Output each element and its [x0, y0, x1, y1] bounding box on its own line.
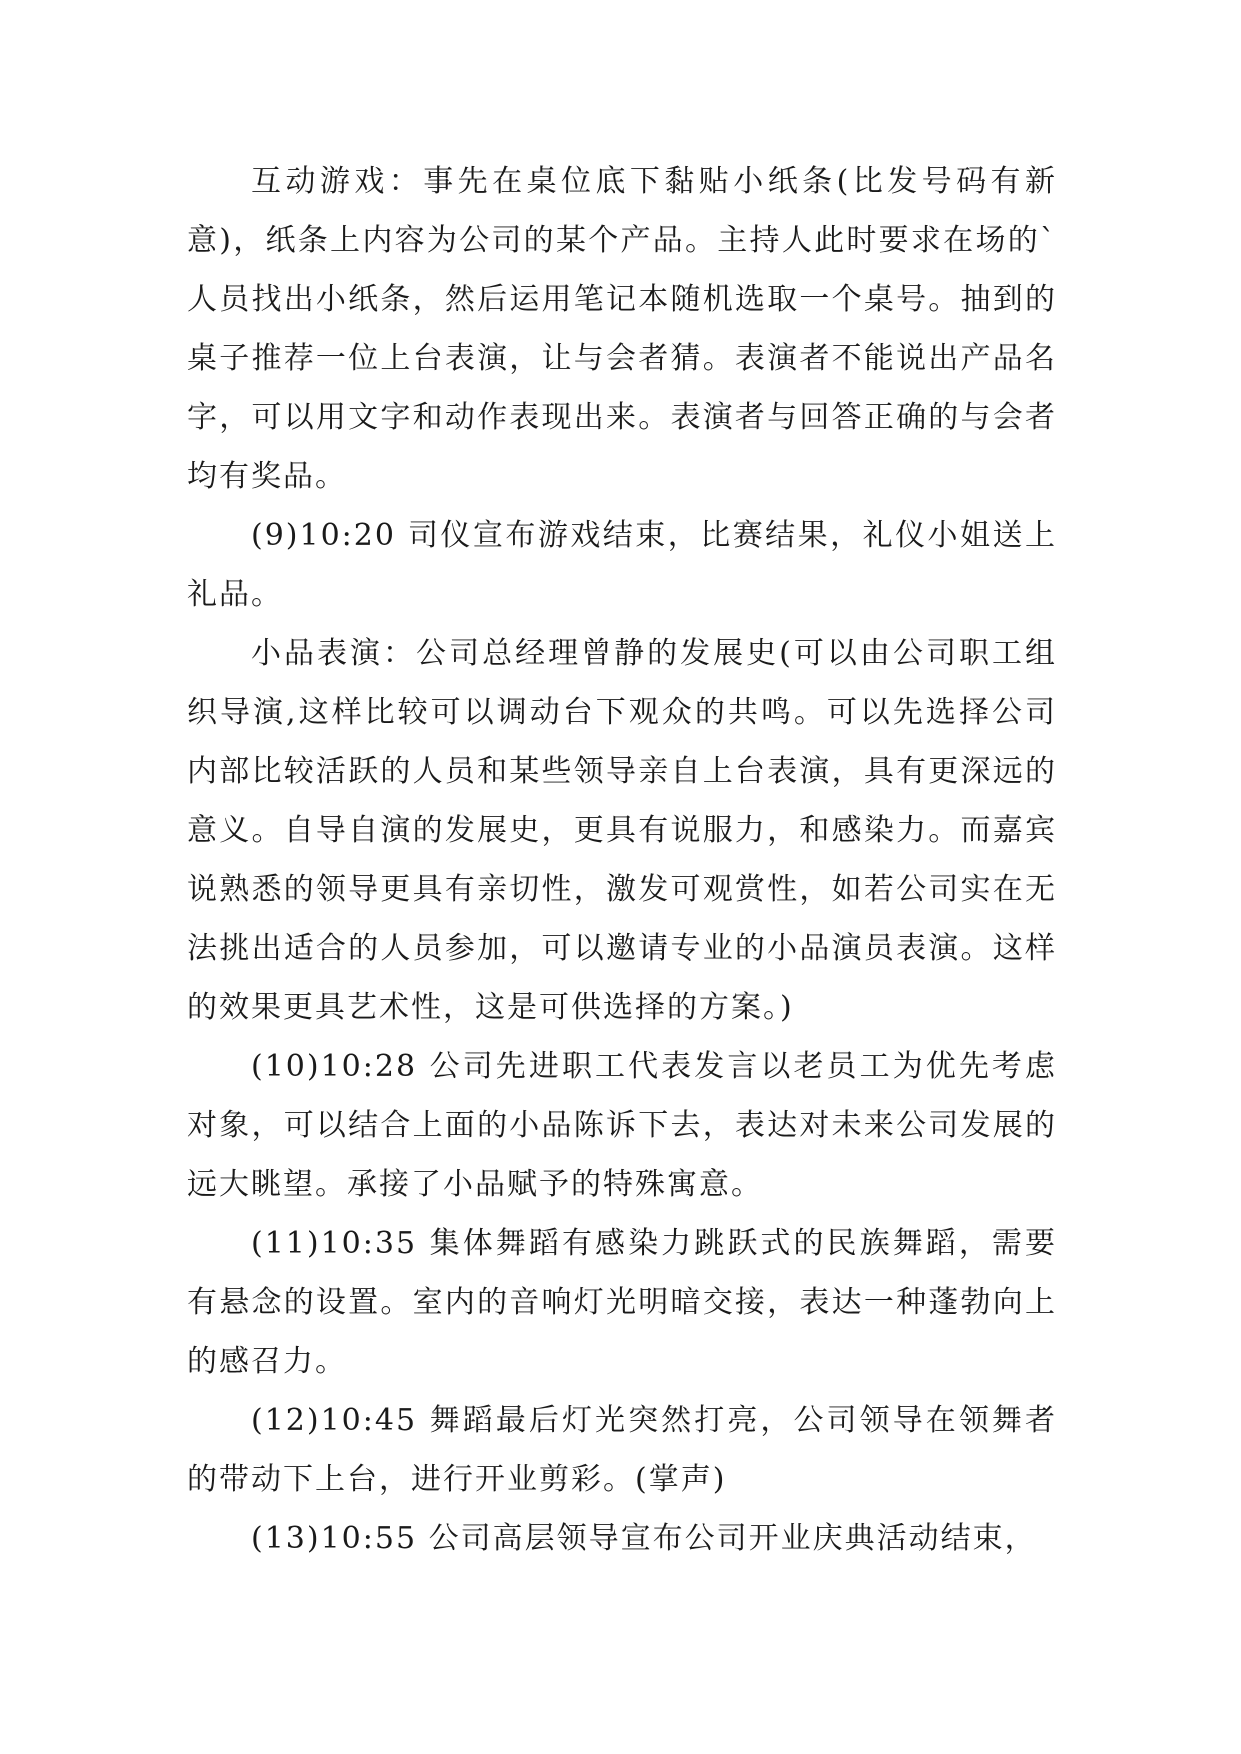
paragraph-item-11: (11)10:35 集体舞蹈有感染力跳跃式的民族舞蹈，需要有悬念的设置。室内的音响灯光明暗交接，表达一种蓬勃向上的感召力。: [187, 1226, 1057, 1379]
paragraph-interactive-game: 互动游戏：事先在桌位底下黏贴小纸条(比发号码有新意)，纸条上内容为公司的某个产品。主持人此时要求在场的`人员找出小纸条，然后运用笔记本随机选取一个桌号。抽到的桌子推荐一位上台表演，让与会者猜。表演者不能说出产品名字，可以用文字和动作表现出来。表演者与回答正确的与会者均有奖品。: [187, 164, 1057, 494]
paragraph-item-12: (12)10:45 舞蹈最后灯光突然打亮，公司领导在领舞者的带动下上台，进行开业剪彩。(掌声): [187, 1403, 1057, 1497]
paragraph-sketch-performance: 小品表演：公司总经理曾静的发展史(可以由公司职工组织导演,这样比较可以调动台下观众的共鸣。可以先选择公司内部比较活跃的人员和某些领导亲自上台表演，具有更深远的意义。自导自演的发展史，更具有说服力，和感染力。而嘉宾说熟悉的领导更具有亲切性，激发可观赏性，如若公司实在无法挑出适合的人员参加，可以邀请专业的小品演员表演。这样的效果更具艺术性，这是可供选择的方案。): [187, 636, 1057, 1025]
document-body: [187, 152, 1057, 1568]
paragraph-item-9: (9)10:20 司仪宣布游戏结束，比赛结果，礼仪小姐送上礼品。: [187, 518, 1057, 612]
paragraph-item-10: (10)10:28 公司先进职工代表发言以老员工为优先考虑对象，可以结合上面的小品陈诉下去，表达对未来公司发展的远大眺望。承接了小品赋予的特殊寓意。: [187, 1049, 1057, 1202]
paragraph-item-13: (13)10:55 公司高层领导宣布公司开业庆典活动结束，: [251, 1521, 1037, 1556]
